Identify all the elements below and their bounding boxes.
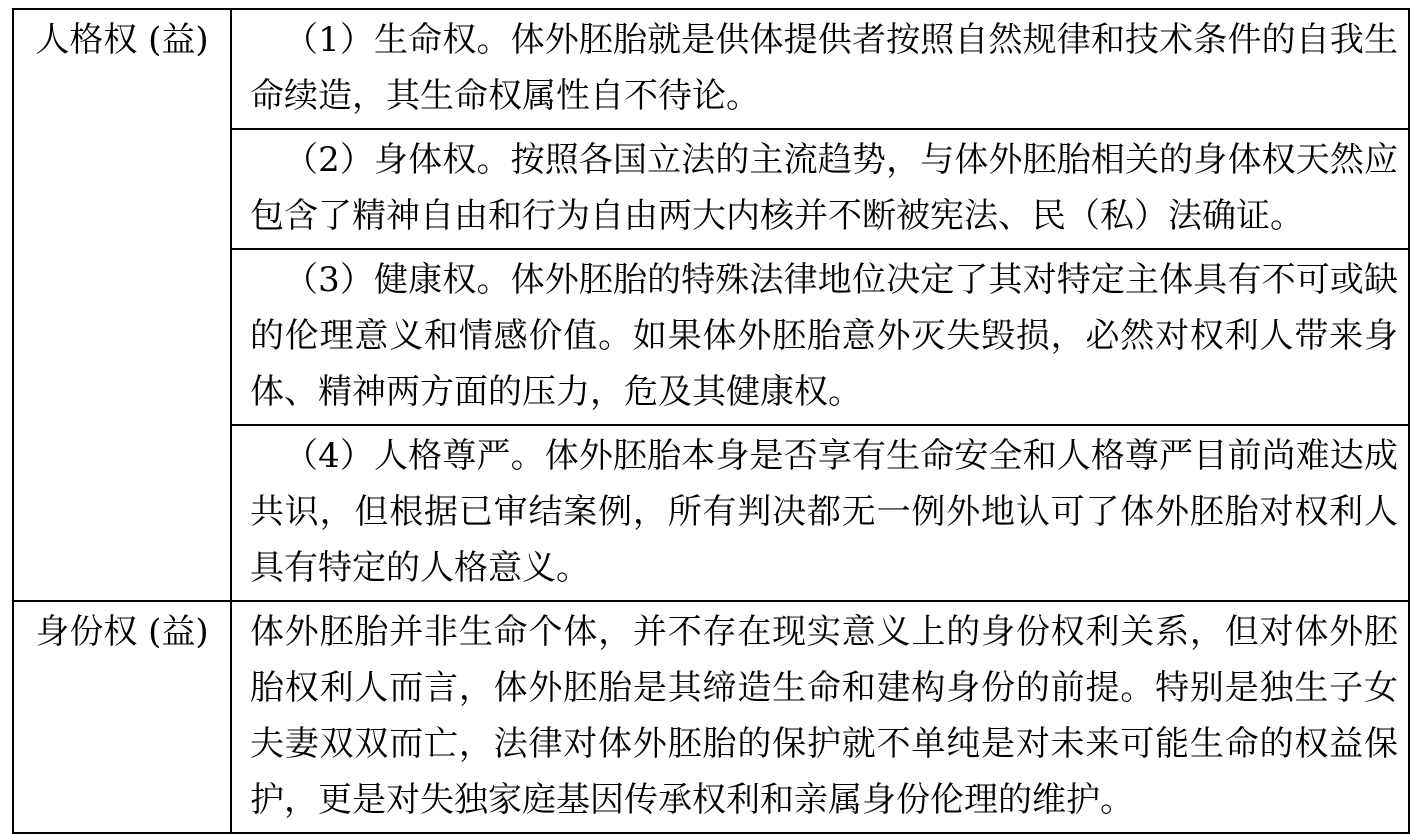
table-row — [13, 601, 1409, 833]
content-cell-right-to-health: （3）健康权。体外胚胎的特殊法律地位决定了其对特定主体具有不可或缺的伦理意义和情感价值。如果体外胚胎意外灭失毁损，必然对权利人带来身体、精神两方面的压力，危及其健康权。 — [231, 249, 1409, 425]
category-cell-personality-rights: 人格权 (益) — [13, 9, 231, 601]
content-cell-right-to-body: （2）身体权。按照各国立法的主流趋势，与体外胚胎相关的身体权天然应包含了精神自由和行为自由两大内核并不断被宪法、民（私）法确证。 — [231, 129, 1409, 249]
content-cell-personal-dignity: （4）人格尊严。体外胚胎本身是否享有生命安全和人格尊严目前尚难达成共识，但根据已审结案例，所有判决都无一例外地认可了体外胚胎对权利人具有特定的人格意义。 — [231, 425, 1409, 601]
table-row — [13, 9, 1409, 129]
rights-table — [12, 8, 1410, 834]
content-cell-right-to-life: （1）生命权。体外胚胎就是供体提供者按照自然规律和技术条件的自我生命续造，其生命权属性自不待论。 — [231, 9, 1409, 129]
category-cell-identity-rights: 身份权 (益) — [13, 601, 231, 833]
content-cell-identity-rights: 体外胚胎并非生命个体，并不存在现实意义上的身份权利关系，但对体外胚胎权利人而言，体外胚胎是其缔造生命和建构身份的前提。特别是独生子女夫妻双双而亡，法律对体外胚胎的保护就不单纯是对未来可能生命的权益保护，更是对失独家庭基因传承权利和亲属身份伦理的维护。 — [231, 601, 1409, 833]
